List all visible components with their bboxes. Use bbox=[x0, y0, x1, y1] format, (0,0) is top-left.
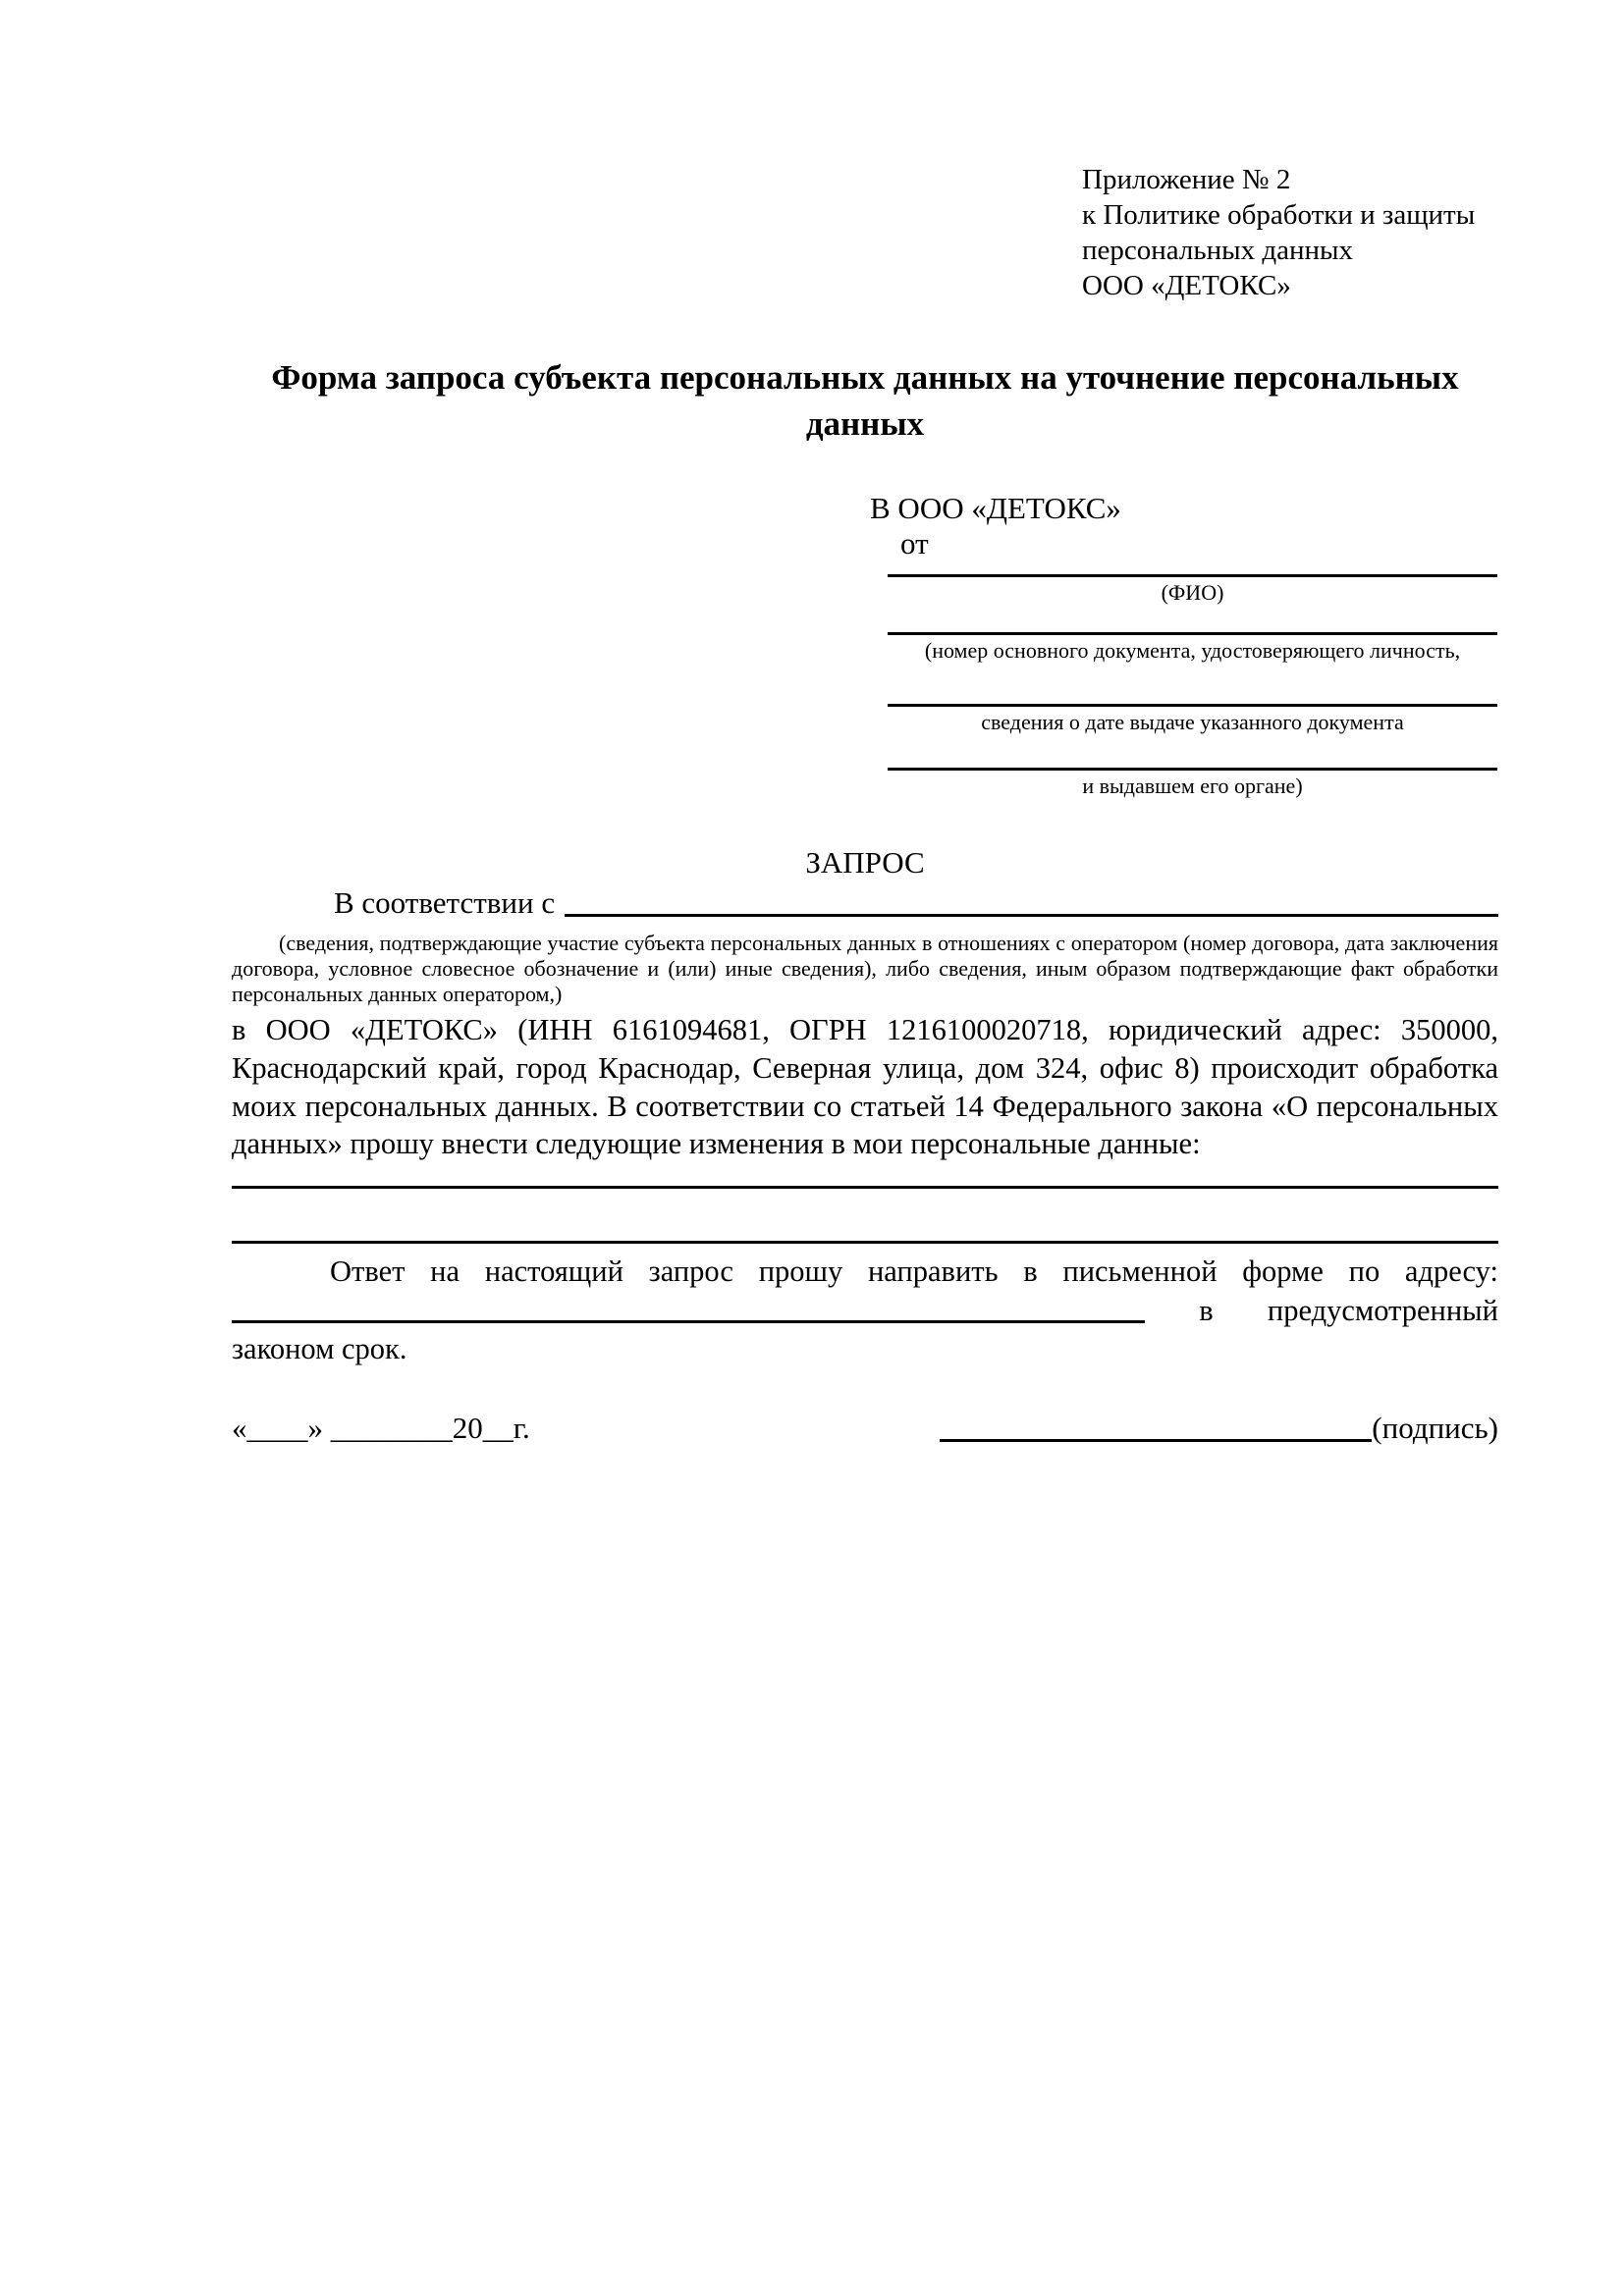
reply-word-stipulated: предусмотренный bbox=[1267, 1294, 1498, 1328]
appendix-line-1: Приложение № 2 bbox=[1082, 164, 1291, 195]
addressee-to: В ООО «ДЕТОКС» bbox=[870, 491, 1121, 525]
changes-blank-line-2 bbox=[232, 1189, 1498, 1244]
footer-row bbox=[232, 1409, 1498, 1448]
signature-blank-line bbox=[940, 1413, 1372, 1442]
signature-label: (подпись) bbox=[1372, 1411, 1498, 1446]
reply-address-line bbox=[232, 1291, 1498, 1328]
reply-request-text: Ответ на настоящий запрос прошу направить в письменной форме по адресу: bbox=[330, 1255, 1498, 1289]
reply-word-in: в bbox=[1199, 1294, 1214, 1328]
applicant-fill-fields bbox=[888, 561, 1497, 799]
document-number-blank-line bbox=[888, 606, 1497, 635]
addressee-block bbox=[232, 491, 1498, 561]
appendix-line-3: персональных данных bbox=[1082, 235, 1354, 266]
request-body-paragraph: в ООО «ДЕТОКС» (ИНН 6161094681, ОГРН 1216100020718, юридический адрес: 350000, Краснодарский край, город Краснодар, Северная улица, дом 324, офис 8) происходит обработка моих персональных данных. В соответствии со статьей 14 Федерального закона «О персональных данных» прошу внести следующие изменения в мои персональные данные: bbox=[232, 1013, 1498, 1161]
issuing-authority-blank-line bbox=[888, 735, 1497, 771]
appendix-line-2: к Политике обработки и защиты bbox=[1082, 199, 1476, 231]
document-number-label: (номер основного документа, удостоверяющего личность, bbox=[924, 638, 1461, 663]
intro-prefix-text: В соответствии с bbox=[334, 885, 556, 920]
date-blank-field: «____» ________20__г. bbox=[232, 1411, 530, 1446]
appendix-block bbox=[1082, 162, 1498, 303]
address-blank-line bbox=[232, 1294, 1145, 1323]
issue-date-label: сведения о дате выдаче указанного документа bbox=[981, 710, 1404, 734]
signature-block bbox=[940, 1409, 1498, 1448]
changes-blank-line-1 bbox=[232, 1163, 1498, 1189]
fio-label: (ФИО) bbox=[1161, 580, 1224, 605]
intro-footnote: (сведения, подтверждающие участие субъекта персональных данных в отношениях с оператором (номер договора, дата заключения договора, условное словесное обозначение и (или) иные сведения), либо сведения, иным образом подтверждающие факт обработки персональных данных оператором,) bbox=[232, 931, 1498, 1006]
issue-date-blank-line bbox=[888, 664, 1497, 707]
issuing-authority-label: и выдавшем его органе) bbox=[1082, 774, 1303, 798]
appendix-line-4: ООО «ДЕТОКС» bbox=[1082, 270, 1291, 301]
request-intro-line bbox=[232, 883, 1498, 923]
document-title: Форма запроса субъекта персональных данных на уточнение персональных данных bbox=[271, 358, 1459, 443]
request-heading: ЗАПРОС bbox=[805, 845, 925, 880]
fio-blank-line bbox=[888, 561, 1497, 577]
addressee-from-label: от bbox=[900, 526, 929, 561]
intro-blank-line bbox=[565, 887, 1498, 917]
reply-closing-text: законом срок. bbox=[232, 1332, 407, 1366]
